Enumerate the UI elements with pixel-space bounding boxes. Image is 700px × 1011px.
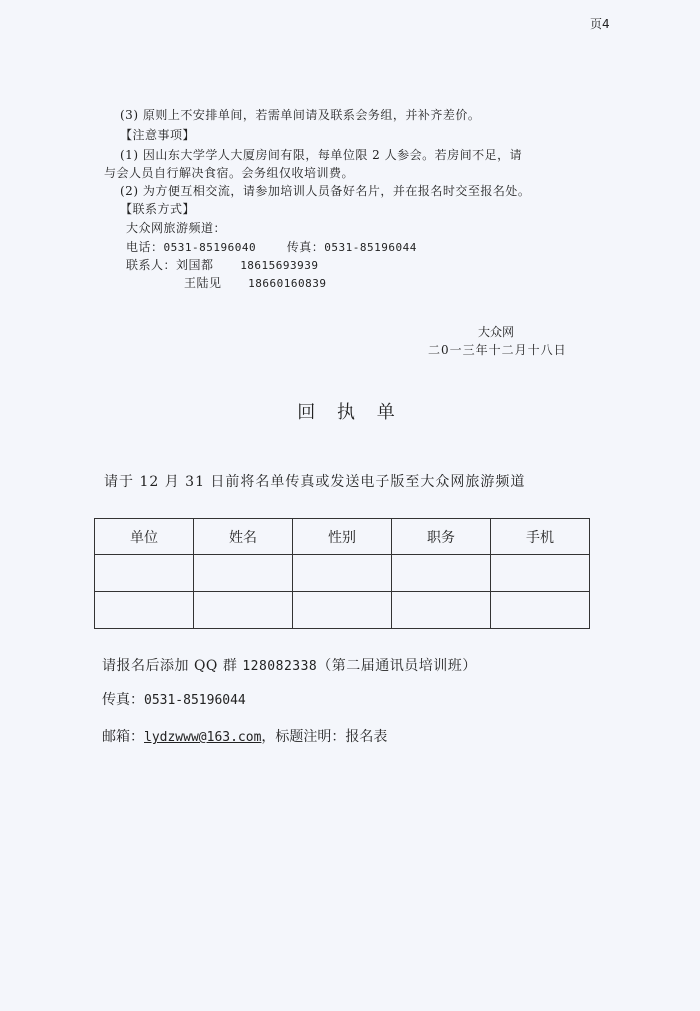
phone-number: 0531-85196040 xyxy=(163,241,257,254)
email-label: 邮箱： xyxy=(102,729,144,745)
email-note: ，标题注明：报名表 xyxy=(261,729,388,745)
contact1-phone: 18615693939 xyxy=(240,259,319,272)
column-header-name: 姓名 xyxy=(194,519,293,555)
fax-number: 0531-85196044 xyxy=(324,241,417,254)
receipt-email-line xyxy=(102,726,387,746)
qq-number: 128082338 xyxy=(242,659,318,674)
table-cell xyxy=(194,555,293,592)
table-cell xyxy=(392,592,491,629)
contact-channel: 大众网旅游频道： xyxy=(126,221,227,235)
table-cell xyxy=(491,592,590,629)
signature-date: 二0一三年十二月十八日 xyxy=(428,343,567,357)
column-header-gender: 性别 xyxy=(293,519,392,555)
contact2-name: 王陆见 xyxy=(184,276,222,290)
table-cell xyxy=(293,592,392,629)
table-cell xyxy=(491,555,590,592)
notice-line-single-room: (3) 原则上不安排单间，若需单间请及联系会务组，并补齐差价。 xyxy=(120,108,481,122)
notice-heading-notes: 【注意事项】 xyxy=(120,128,196,142)
notice-line-business-card: (2) 为方便互相交流，请参加培训人员备好名片，并在报名时交至报名处。 xyxy=(120,184,531,198)
contact2-phone: 18660160839 xyxy=(248,277,327,290)
qq-prefix: 请报名后添加 QQ 群 xyxy=(102,658,243,674)
notice-line-room-limit: (1) 因山东大学学人大厦房间有限，每单位限 2 人参会。若房间不足，请 xyxy=(120,148,523,162)
notice-line-lodging: 与会人员自行解决食宿。会务组仅收培训费。 xyxy=(104,166,355,180)
receipt-fax-label: 传真： xyxy=(102,692,144,708)
contact-phone-fax-line xyxy=(126,238,417,255)
qq-group-line xyxy=(102,655,477,675)
fax-label: 传真： xyxy=(286,240,325,254)
receipt-fax-line xyxy=(102,689,246,709)
table-row xyxy=(95,592,590,629)
contact-label: 联系人： xyxy=(126,258,177,272)
column-header-position: 职务 xyxy=(392,519,491,555)
qq-suffix: （第二届通讯员培训班） xyxy=(317,658,477,674)
table-cell xyxy=(392,555,491,592)
receipt-fax-number: 0531-85196044 xyxy=(144,693,246,708)
registration-table xyxy=(94,518,590,629)
page-number: 页4 xyxy=(590,17,610,31)
table-row xyxy=(95,555,590,592)
table-cell xyxy=(95,592,194,629)
contact-person-line-2 xyxy=(184,274,327,291)
signature-org: 大众网 xyxy=(478,325,515,339)
column-header-mobile: 手机 xyxy=(491,519,590,555)
table-cell xyxy=(95,555,194,592)
receipt-title: 回 执 单 xyxy=(297,402,403,423)
contact-person-line-1 xyxy=(126,256,319,273)
table-cell xyxy=(293,555,392,592)
email-link[interactable]: lydzwww@163.com xyxy=(144,730,262,745)
contact1-name: 刘国都 xyxy=(176,258,214,272)
notice-heading-contact: 【联系方式】 xyxy=(120,202,196,216)
phone-label: 电话： xyxy=(126,240,164,254)
table-header-row xyxy=(95,519,590,555)
receipt-deadline: 请于 12 月 31 日前将名单传真或发送电子版至大众网旅游频道 xyxy=(104,474,526,490)
column-header-unit: 单位 xyxy=(95,519,194,555)
table-cell xyxy=(194,592,293,629)
